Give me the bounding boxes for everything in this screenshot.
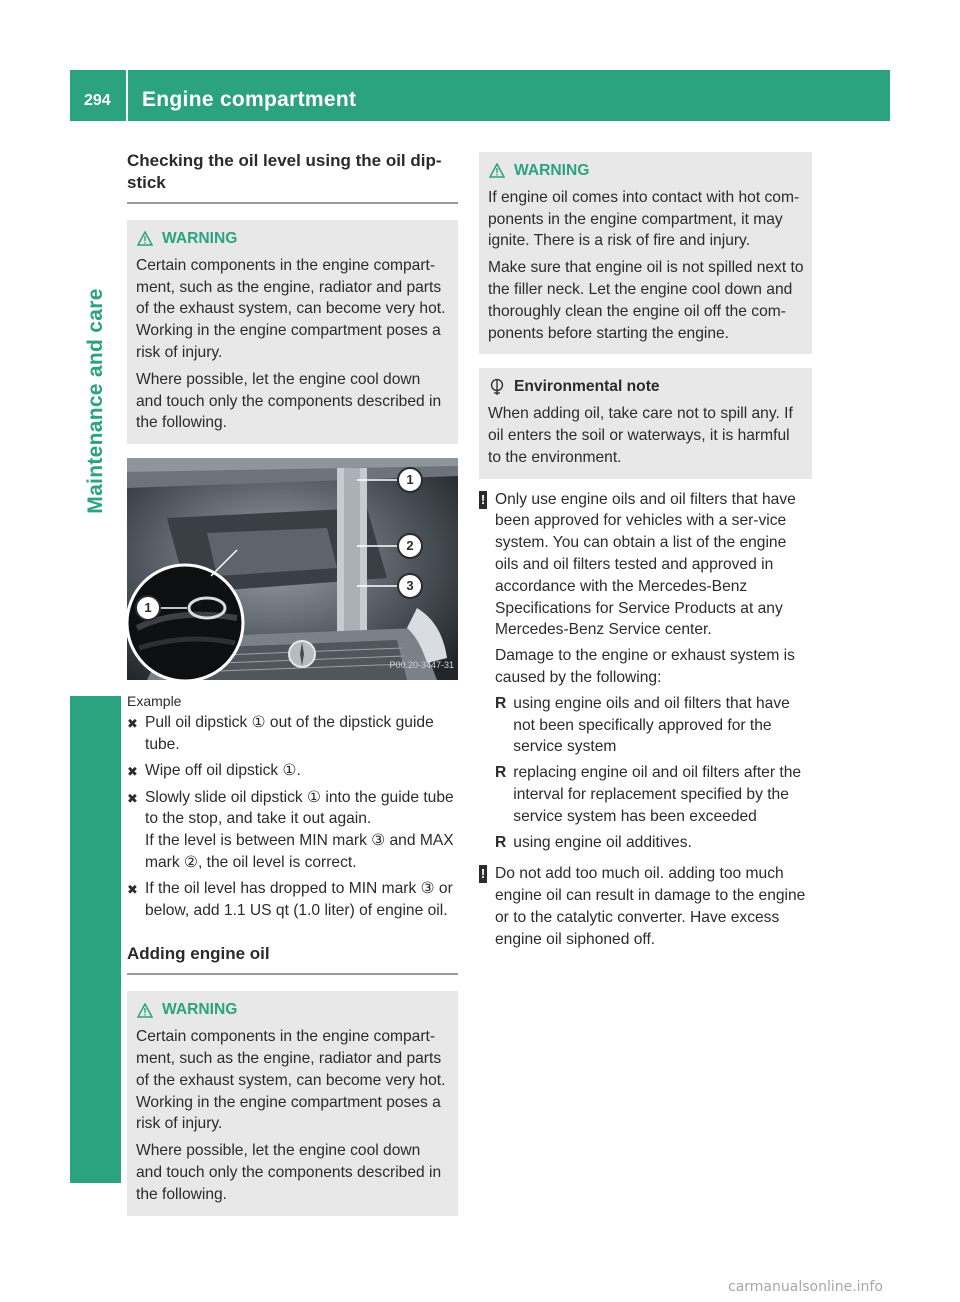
notice-text: Only use engine oils and oil filters that have been approved for vehicles with a ser-vice system. You can obtain a list of the engine oils and oil filters tested and approved in accordance with the Mercedes-Benz Specifications for Service Products at any Mercedes-Benz Service center. xyxy=(495,490,796,639)
step-arrow-icon: ✖ xyxy=(127,716,138,732)
notice-overfill xyxy=(479,863,812,950)
callout-1-inset xyxy=(135,595,161,621)
environmental-note-text: When adding oil, take care not to spill any. If oil enters the soil or waterways, it is harmful to the environment. xyxy=(488,405,793,466)
list-item xyxy=(495,693,812,758)
exclamation-icon: ! xyxy=(480,866,486,882)
step-slide-dipstick xyxy=(127,787,458,874)
callout-2-label: 2 xyxy=(406,538,414,554)
warning-box-hot-components xyxy=(127,220,458,444)
warning-label: WARNING xyxy=(162,1001,238,1019)
page-number: 294 xyxy=(84,92,111,109)
callout-2 xyxy=(397,533,423,559)
callout-1-top-label: 1 xyxy=(406,472,414,488)
image-caption: Example xyxy=(127,693,182,710)
warning-text-1: Certain components in the engine compart-ment, such as the engine, radiator and parts of the exhaust system, can become very hot. Working in the engine compartment poses a risk of injury. xyxy=(136,256,446,361)
warning-text-1: If engine oil comes into contact with hot com-ponents in the engine compartment, it may ignite. There is a risk of fire and injury. xyxy=(488,188,800,250)
step-text: Pull oil dipstick ① out of the dipstick guide tube. xyxy=(145,714,434,753)
step-arrow-icon: ✖ xyxy=(127,881,138,897)
list-item-text: replacing engine oil and oil filters after the interval for replacement specified by the service system has been exceeded xyxy=(513,764,802,825)
callout-1-top xyxy=(397,467,423,493)
warning-title xyxy=(488,160,804,182)
warning-text-2: Where possible, let the engine cool down and touch only the components described in the following. xyxy=(136,1142,442,1203)
chapter-side-tab xyxy=(70,121,121,1184)
warning-text-2: Make sure that engine oil is not spilled next to the filler neck. Let the engine cool down and thoroughly clean the engine oil off the com-ponents before starting the engine. xyxy=(488,259,804,342)
warning-title xyxy=(136,228,450,250)
bullet-icon: R xyxy=(495,764,507,782)
warning-triangle-icon xyxy=(136,230,154,248)
header-divider xyxy=(126,70,128,121)
chapter-color-block xyxy=(70,696,121,1183)
heading-checking-oil-level: Checking the oil level using the oil dip-stick xyxy=(127,150,458,204)
list-item-text: using engine oils and oil filters that have not been specifically approved for the service system xyxy=(513,694,790,756)
section-title: Engine compartment xyxy=(142,88,357,111)
warning-box-hot-components-2 xyxy=(127,991,458,1215)
callout-3-label: 3 xyxy=(406,578,414,594)
callout-1-inset-label: 1 xyxy=(144,600,152,616)
chapter-label: Maintenance and care xyxy=(83,288,107,514)
warning-label: WARNING xyxy=(162,230,238,247)
left-column xyxy=(127,150,458,1216)
warning-text-2: Where possible, let the engine cool down and touch only the components described in the following. xyxy=(136,370,442,432)
notice-approved-oils xyxy=(479,489,812,854)
step-add-oil xyxy=(127,878,458,922)
exclamation-icon: ! xyxy=(480,491,486,507)
step-arrow-icon: ✖ xyxy=(127,790,138,806)
step-text: Slowly slide oil dipstick ① into the guide tube to the stop, and take it out again. xyxy=(145,788,454,828)
list-item-text: using engine oil additives. xyxy=(513,833,692,851)
step-result-text: If the level is between MIN mark ③ and MAX mark ②, the oil level is correct. xyxy=(145,832,454,871)
right-column xyxy=(479,152,812,951)
image-code: P00.20-3447-31 xyxy=(389,660,454,671)
notice-body xyxy=(495,489,812,854)
list-item xyxy=(495,762,812,827)
heading-adding-engine-oil: Adding engine oil xyxy=(127,943,458,975)
chapter-label-wrap xyxy=(70,121,121,681)
step-arrow-icon: ✖ xyxy=(127,763,138,779)
warning-title xyxy=(136,999,450,1021)
bullet-icon: R xyxy=(495,694,507,712)
warning-triangle-icon xyxy=(136,1001,154,1019)
bullet-icon: R xyxy=(495,833,507,851)
environmental-note-box xyxy=(479,368,812,478)
warning-triangle-icon xyxy=(488,162,506,180)
page-header xyxy=(70,70,890,121)
engine-compartment-photo xyxy=(127,458,458,680)
step-text-block xyxy=(145,787,458,874)
notice-damage-text: Damage to the engine or exhaust system is caused by the following: xyxy=(495,647,795,686)
warning-text-1: Certain components in the engine compart-ment, such as the engine, radiator and parts of the exhaust system, can become very hot. Working in the engine compartment poses a risk of injury. xyxy=(136,1028,446,1133)
notice-text: Do not add too much oil. adding too much engine oil can result in damage to the engine or to the catalytic converter. Have excess engine oil siphoned off. xyxy=(495,865,806,948)
list-item xyxy=(495,832,812,854)
step-text: Wipe off oil dipstick ①. xyxy=(145,761,301,779)
step-text: If the oil level has dropped to MIN mark ③ or below, add 1.1 US qt (1.0 liter) of engine oil. xyxy=(145,879,453,919)
environmental-note-title xyxy=(488,376,804,398)
lightbulb-icon xyxy=(488,378,506,396)
watermark: carmanualsonline.info xyxy=(728,1279,883,1295)
step-pull-dipstick xyxy=(127,712,458,756)
warning-box-oil-fire xyxy=(479,152,812,354)
callout-3 xyxy=(397,573,423,599)
warning-label: WARNING xyxy=(514,162,590,179)
step-wipe-dipstick xyxy=(127,760,458,783)
environmental-note-label: Environmental note xyxy=(514,378,660,396)
